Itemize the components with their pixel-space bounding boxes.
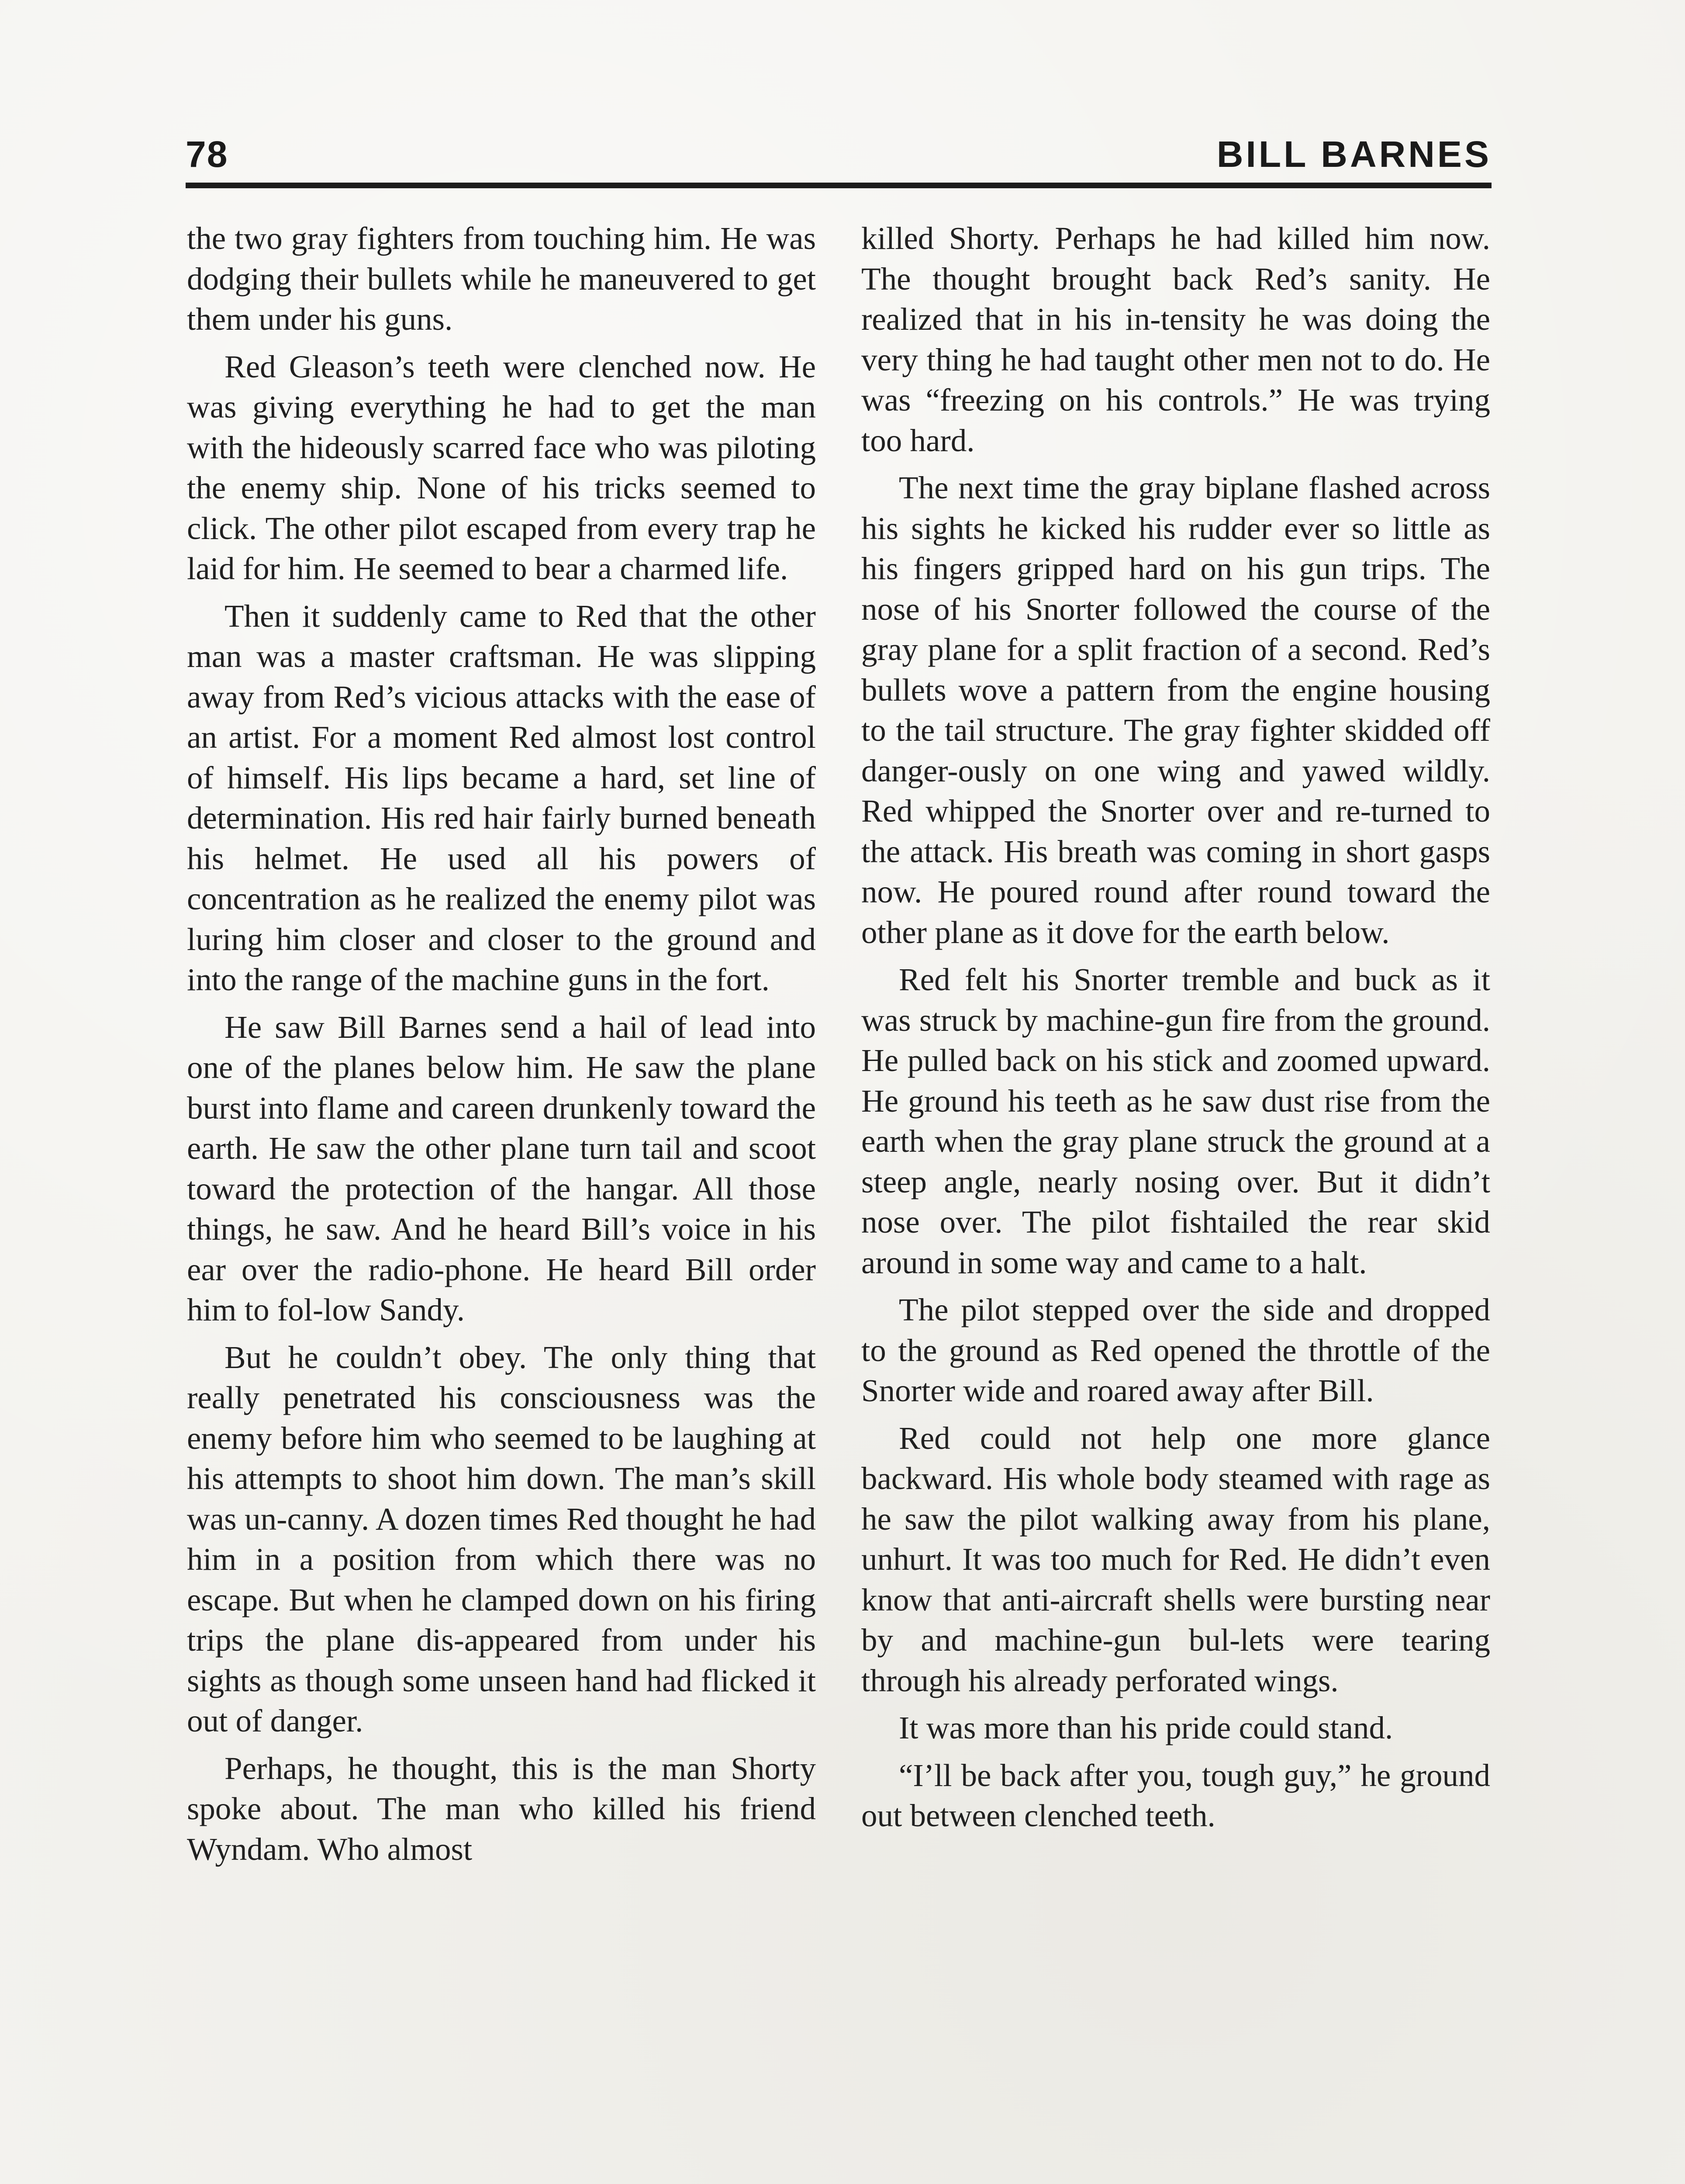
page-header xyxy=(186,133,1492,190)
paragraph: He saw Bill Barnes send a hail of lead into one of the planes below him. He saw the plane burst into flame and careen drunkenly toward the earth. He saw the other plane turn tail and scoot toward the protection of the hangar. All those things, he saw. And he heard Bill’s voice in his ear over the radio-phone. He heard Bill order him to fol-low Sandy. xyxy=(187,1009,816,1327)
header-rule xyxy=(186,183,1492,188)
right-column xyxy=(861,218,1490,1843)
running-title: BILL BARNES xyxy=(1216,134,1492,175)
paragraph: Perhaps, he thought, this is the man Shorty spoke about. The man who killed his friend Wyndam. Who almost xyxy=(187,1750,816,1867)
page-number: 78 xyxy=(186,134,228,175)
paragraph: killed Shorty. Perhaps he had killed him now. The thought brought back Red’s sanity. He realized that in his in-tensity he was doing the very thing he had taught other men not to do. He was “freezing on his controls.” He was trying too hard. xyxy=(861,221,1490,458)
paragraph: It was more than his pride could stand. xyxy=(899,1710,1393,1745)
paragraph: The pilot stepped over the side and dropped to the ground as Red opened the throttle of the Snorter wide and roared away after Bill. xyxy=(861,1292,1490,1408)
paragraph: Red felt his Snorter tremble and buck as it was struck by machine-gun fire from the ground. He pulled back on his stick and zoomed upward. He ground his teeth as he saw dust rise from the earth when the gray plane struck the ground at a steep angle, nearly nosing over. But it didn’t nose over. The pilot fishtailed the rear skid around in some way and came to a halt. xyxy=(861,962,1490,1280)
paragraph: Then it suddenly came to Red that the other man was a master craftsman. He was slipping away from Red’s vicious attacks with the ease of an artist. For a moment Red almost lost control of himself. His lips became a hard, set line of determination. His red hair fairly burned beneath his helmet. He used all his powers of concentration as he realized the enemy pilot was luring him closer and closer to the ground and into the range of the machine guns in the fort. xyxy=(187,598,816,997)
paragraph: Red could not help one more glance backward. His whole body steamed with rage as he saw the pilot walking away from his plane, unhurt. It was too much for Red. He didn’t even know that anti-aircraft shells were bursting near by and machine-gun bul-lets were tearing through his already perforated wings. xyxy=(861,1420,1490,1698)
paragraph: Red Gleason’s teeth were clenched now. He was giving everything he had to get the man with the hideously scarred face who was piloting the enemy ship. None of his tricks seemed to click. The other pilot escaped from every trap he laid for him. He seemed to bear a charmed life. xyxy=(187,349,816,586)
paragraph: But he couldn’t obey. The only thing that really penetrated his consciousness was the enemy before him who seemed to be laughing at his attempts to shoot him down. The man’s skill was un-canny. A dozen times Red thought he had him in a position from which there was no escape. But when he clamped down on his firing trips the plane dis-appeared from under his sights as though some unseen hand had flicked it out of danger. xyxy=(187,1339,816,1738)
paragraph: The next time the gray biplane flashed across his sights he kicked his rudder ever so little as his fingers gripped hard on his gun trips. The nose of his Snorter followed the course of the gray plane for a split fraction of a second. Red’s bullets wove a pattern from the engine housing to the tail structure. The gray fighter skidded off danger-ously on one wing and yawed wildly. Red whipped the Snorter over and re-turned to the attack. His breath was coming in short gasps now. He poured round after round toward the other plane as it dove for the earth below. xyxy=(861,470,1490,950)
paragraph: the two gray fighters from touching him. He was dodging their bullets while he maneuvered to get them under his guns. xyxy=(187,221,816,337)
paragraph: “I’ll be back after you, tough guy,” he ground out between clenched teeth. xyxy=(861,1757,1490,1833)
left-column xyxy=(187,218,816,1876)
